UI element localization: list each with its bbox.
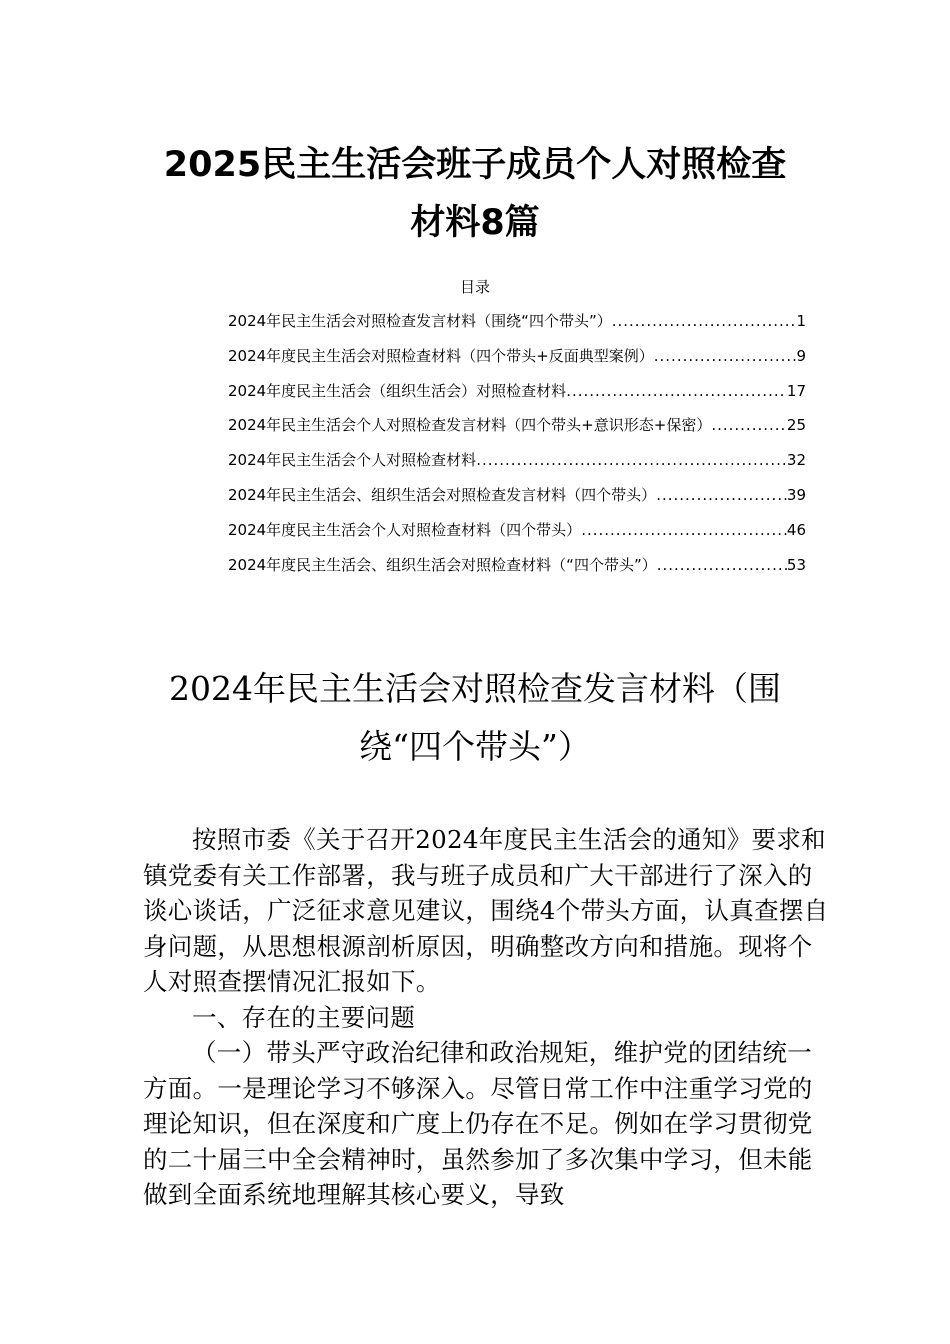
toc-entry[interactable] bbox=[228, 480, 806, 515]
toc-entry[interactable] bbox=[228, 515, 806, 550]
point-paragraph: （一）带头严守政治纪律和政治规矩，维护党的团结统一方面。一是理论学习不够深入。尽管日常工作中注重学习党的理论知识，但在深度和广度上仍存在不足。例如在学习贯彻党的二十届三中全会精神时，虽然参加了多次集中学习，但未能做到全面系统地理解其核心要义，导致 bbox=[143, 1038, 813, 1209]
document-title bbox=[100, 136, 850, 252]
toc-entry-text: 2024年民主生活会对照检查发言材料（围绕“四个带头”） bbox=[228, 312, 612, 330]
toc-leader-dots bbox=[581, 515, 787, 545]
toc-leader-dots bbox=[476, 445, 787, 475]
toc-page-number: 17 bbox=[786, 381, 806, 400]
toc-leader-dots bbox=[566, 376, 787, 406]
toc-page-number: 32 bbox=[786, 451, 806, 470]
section-heading: 一、存在的主要问题 bbox=[192, 1002, 416, 1032]
document-title-line-2: 材料8篇 bbox=[410, 203, 540, 243]
toc-entry-text: 2024年民主生活会、组织生活会对照检查发言材料（四个带头） bbox=[228, 485, 657, 504]
toc-leader-dots bbox=[656, 480, 787, 510]
toc-page-number: 1 bbox=[796, 312, 806, 330]
toc-entry[interactable] bbox=[228, 445, 806, 480]
section-title-line-2: 绕“四个带头”） bbox=[359, 727, 591, 766]
toc-entry-text: 2024年度民主生活会、组织生活会对照检查材料（“四个带头”） bbox=[228, 555, 657, 574]
section-title-line-1: 2024年民主生活会对照检查发言材料（围 bbox=[169, 669, 781, 708]
section-title bbox=[140, 660, 810, 776]
toc-entry[interactable] bbox=[228, 341, 806, 376]
table-of-contents bbox=[228, 306, 806, 584]
toc-page-number: 39 bbox=[786, 485, 806, 504]
document-title-line-1: 2025民主生活会班子成员个人对照检查 bbox=[163, 145, 787, 185]
toc-page-number: 46 bbox=[786, 520, 806, 539]
toc-page-number: 9 bbox=[796, 346, 806, 365]
toc-entry[interactable] bbox=[228, 306, 806, 341]
toc-entry[interactable] bbox=[228, 376, 806, 411]
toc-page-number: 25 bbox=[786, 416, 806, 435]
toc-leader-dots bbox=[654, 341, 797, 371]
body-text bbox=[143, 822, 833, 1213]
toc-entry[interactable] bbox=[228, 410, 806, 445]
toc-leader-dots bbox=[711, 410, 787, 440]
intro-paragraph: 按照市委《关于召开2024年度民主生活会的通知》要求和镇党委有关工作部署，我与班子成员和广大干部进行了深入的谈心谈话，广泛征求意见建议，围绕4个带头方面，认真查摆自身问题，从思想根源剖析原因，明确整改方向和措施。现将个人对照查摆情况汇报如下。 bbox=[143, 825, 829, 996]
toc-entry-text: 2024年度民主生活会个人对照检查材料（四个带头） bbox=[228, 520, 582, 539]
toc-entry-text: 2024年民主生活会个人对照检查材料 bbox=[228, 451, 477, 470]
toc-leader-dots bbox=[612, 306, 797, 336]
toc-heading: 目录 bbox=[459, 278, 490, 296]
toc-entry-text: 2024年度民主生活会对照检查材料（四个带头+反面典型案例） bbox=[228, 346, 654, 365]
toc-leader-dots bbox=[657, 550, 787, 580]
toc-entry[interactable] bbox=[228, 550, 806, 585]
toc-entry-text: 2024年民主生活会个人对照检查发言材料（四个带头+意识形态+保密） bbox=[228, 416, 712, 435]
toc-entry-text: 2024年度民主生活会（组织生活会）对照检查材料 bbox=[228, 381, 567, 400]
toc-page-number: 53 bbox=[786, 555, 806, 574]
